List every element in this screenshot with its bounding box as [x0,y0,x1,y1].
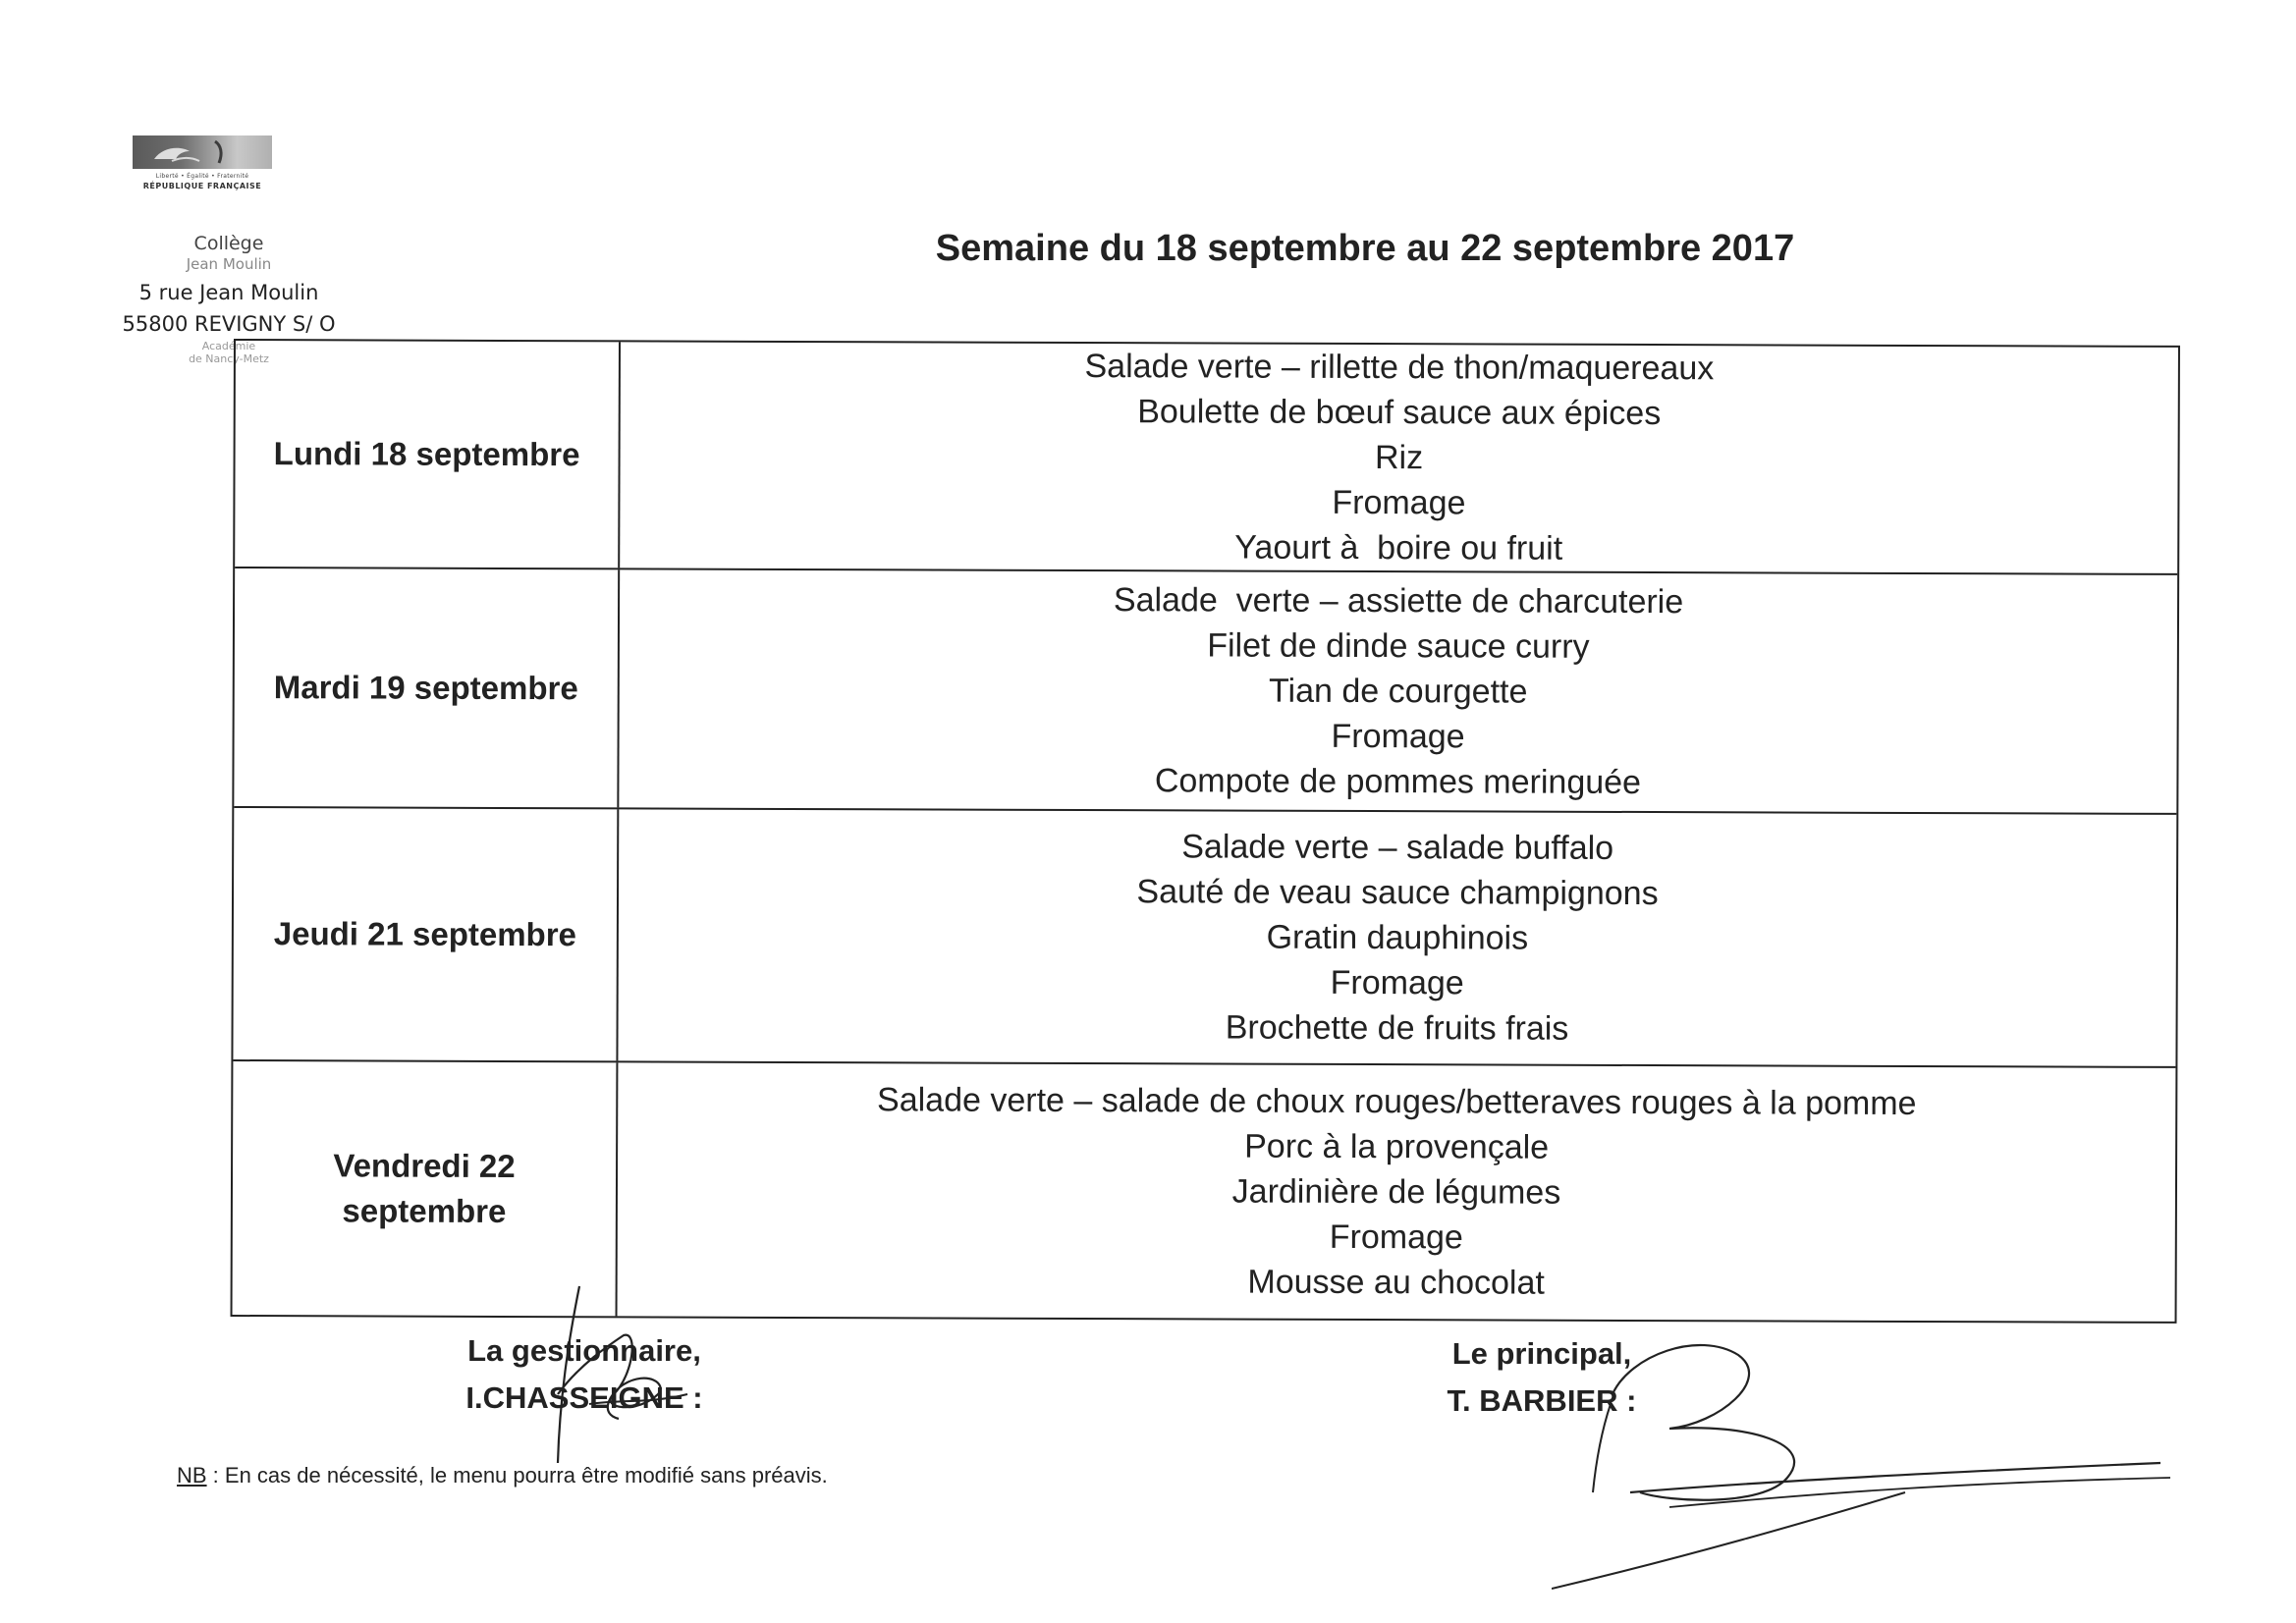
day-row-vendredi [233,1061,2176,1322]
dish: Brochette de fruits frais [1225,1008,1569,1048]
school-name: Jean Moulin [186,255,272,273]
school-city: 55800 REVIGNY S/ O [122,312,336,336]
signature-block-gestionnaire [422,1327,746,1422]
dish: Sauté de veau sauce champignons [1136,873,1659,913]
dish: Salade verte – salade de choux rouges/betteraves rouges à la pomme [877,1081,1917,1122]
dish: Porc à la provençale [1244,1127,1550,1166]
dish: Yaourt à boire ou fruit [1234,528,1563,568]
marianne-icon [133,135,272,169]
signature-role: La gestionnaire, [467,1333,701,1368]
footnote-text: : En cas de nécessité, le menu pourra être modifié sans préavis. [206,1463,828,1488]
dish: Salade verte – salade buffalo [1181,828,1614,867]
day-label: Mardi 19 septembre [234,568,620,807]
footnote [177,1463,828,1488]
dishes-list [618,1062,2176,1322]
footnote-key: NB [177,1463,207,1488]
signature-block-principal [1394,1330,1689,1425]
school-street: 5 rue Jean Moulin [138,281,319,304]
school-type: Collège [193,233,264,254]
dish: Salade verte – rillette de thon/maquereaux [1084,348,1715,388]
dish: Fromage [1332,483,1466,522]
dish: Riz [1374,439,1424,477]
day-label: Vendredi 22 septembre [233,1061,619,1316]
dish: Filet de dinde sauce curry [1207,626,1590,666]
dish: Fromage [1330,963,1464,1002]
dish: Salade verte – assiette de charcuterie [1113,581,1684,622]
academy-line-1: Académie [201,340,256,352]
signature-name: T. BARBIER : [1447,1383,1637,1418]
dishes-list [620,342,2178,573]
emblem-name: RÉPUBLIQUE FRANÇAISE [142,182,262,190]
republique-francaise-logo [133,135,272,192]
dish: Compote de pommes meringuée [1154,762,1642,802]
day-label: Jeudi 21 septembre [233,808,619,1060]
day-label: Lundi 18 septembre [235,341,621,568]
dish: Tian de courgette [1269,672,1528,711]
signature-name: I.CHASSEIGNE : [465,1380,703,1415]
dish: Boulette de bœuf sauce aux épices [1137,393,1662,433]
day-row-lundi [235,341,2178,575]
dish: Fromage [1329,1217,1463,1257]
dish: Mousse au chocolat [1247,1263,1545,1302]
dish: Jardinière de légumes [1231,1172,1561,1212]
day-row-mardi [234,568,2177,815]
dishes-list [618,809,2176,1066]
page-title: Semaine du 18 septembre au 22 septembre 2017 [935,228,1795,269]
menu-table [231,339,2180,1324]
academy-line-2: de Nancy-Metz [189,352,269,365]
emblem-motto: Liberté • Égalité • Fraternité [155,173,249,180]
dish: Gratin dauphinois [1266,918,1529,957]
signature-role: Le principal, [1451,1336,1632,1371]
dish: Fromage [1331,717,1465,756]
dishes-list [619,569,2177,813]
day-row-jeudi [233,808,2176,1068]
